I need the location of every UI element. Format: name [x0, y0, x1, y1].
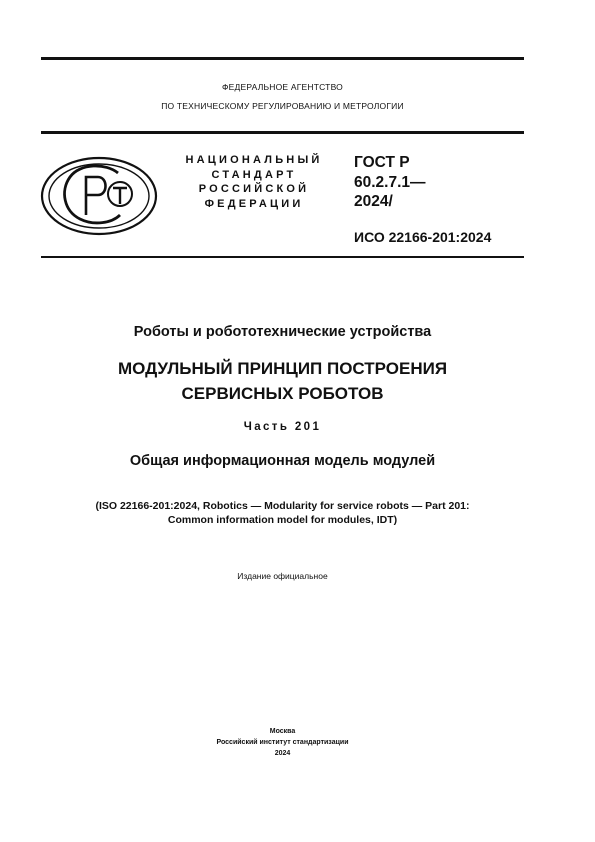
publisher-institute: Российский институт стандартизации [216, 739, 349, 746]
national-standard-line-2: СТАНДАРТ [211, 168, 297, 181]
gost-designation-line-2: 60.2.7.1— [354, 173, 426, 191]
publisher-city: Москва [269, 728, 296, 735]
gost-r-logo [40, 155, 158, 237]
iso-designation: ИСО 22166-201:2024 [354, 229, 492, 245]
gost-designation-line-1: ГОСТ Р [354, 154, 410, 171]
top-rule [41, 57, 524, 60]
national-standard-line-4: ФЕДЕРАЦИИ [204, 197, 304, 210]
gost-designation [354, 153, 426, 212]
iso-reference-line-1: (ISO 22166-201:2024, Robotics — Modularity for service robots — Part 201: [95, 500, 470, 512]
agency-name-line-1: ФЕДЕРАЛЬНОЕ АГЕНТСТВО [222, 82, 343, 92]
publisher-block [0, 726, 565, 759]
main-title-line-1: МОДУЛЬНЫЙ ПРИНЦИП ПОСТРОЕНИЯ [117, 359, 448, 378]
agency-name-line-2: ПО ТЕХНИЧЕСКОМУ РЕГУЛИРОВАНИЮ И МЕТРОЛОГИИ [161, 101, 404, 111]
gost-r-logo-icon [40, 155, 158, 237]
part-subtitle: Общая информационная модель модулей [129, 453, 436, 469]
edition-label: Издание официальное [237, 571, 328, 581]
national-standard-line-3: РОССИЙСКОЙ [198, 183, 310, 195]
national-standard-label [170, 153, 338, 211]
main-title-line-2: СЕРВИСНЫХ РОБОТОВ [181, 384, 384, 403]
standard-block-rule [41, 256, 524, 258]
publisher-year: 2024 [274, 750, 291, 757]
general-title: Роботы и робототехнические устройства [133, 324, 432, 340]
part-number: Часть 201 [243, 421, 322, 433]
iso-reference-line-2: Common information model for modules, IDT) [167, 514, 398, 526]
national-standard-line-1: НАЦИОНАЛЬНЫЙ [185, 154, 323, 166]
gost-designation-line-3: 2024/ [354, 193, 393, 210]
header-separator-rule [41, 131, 524, 134]
